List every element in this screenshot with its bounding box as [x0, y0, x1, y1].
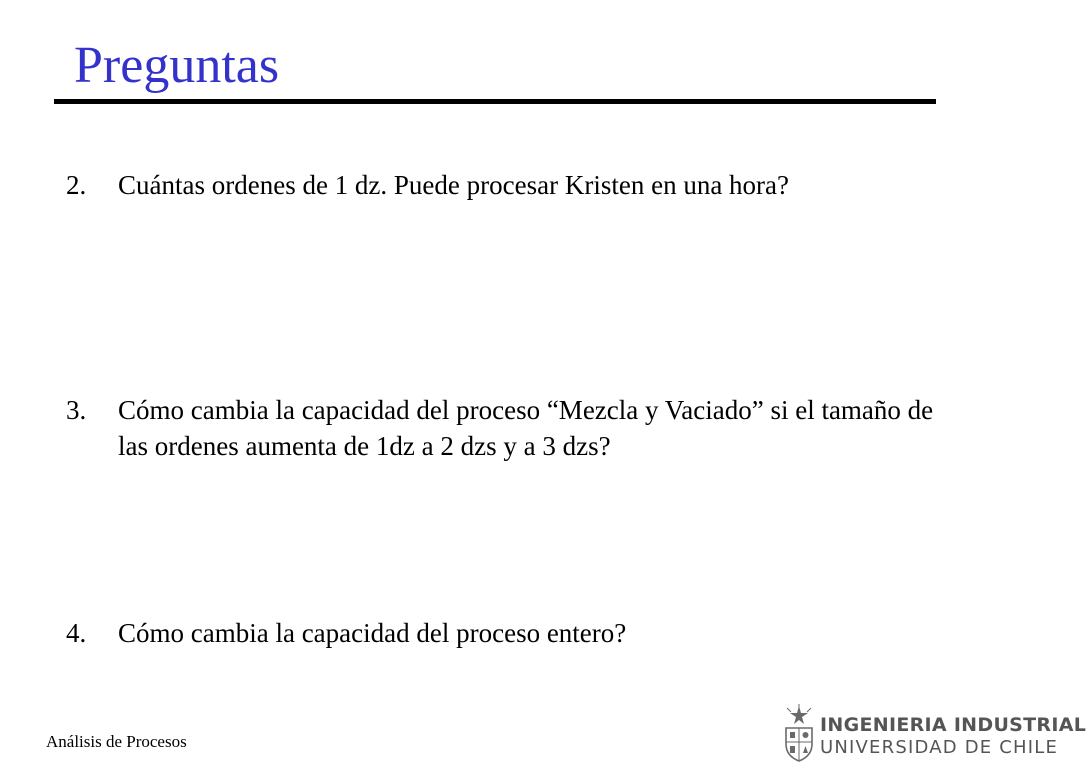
university-seal-icon [782, 704, 816, 762]
question-text: Cómo cambia la capacidad del proceso “Mezcla y Vaciado” si el tamaño de las ordenes aumenta de 1dz a 2 dzs y a 3 dzs? [118, 395, 934, 461]
logo-line-2: UNIVERSIDAD DE CHILE [820, 737, 1059, 758]
question-number: 3. [66, 395, 87, 425]
logo-line-1: INGENIERIA INDUSTRIAL [820, 714, 1086, 736]
slide-title: Preguntas [74, 37, 280, 94]
question-2 [66, 167, 966, 203]
footer-course-label: Análisis de Procesos [46, 732, 187, 751]
question-4 [66, 615, 966, 651]
question-3 [66, 392, 966, 464]
question-number: 4. [66, 618, 87, 648]
university-logo [782, 704, 1086, 762]
title-underline [54, 99, 936, 104]
question-text: Cómo cambia la capacidad del proceso entero? [118, 618, 627, 648]
question-number: 2. [66, 170, 87, 200]
question-text: Cuántas ordenes de 1 dz. Puede procesar Kristen en una hora? [118, 170, 790, 200]
